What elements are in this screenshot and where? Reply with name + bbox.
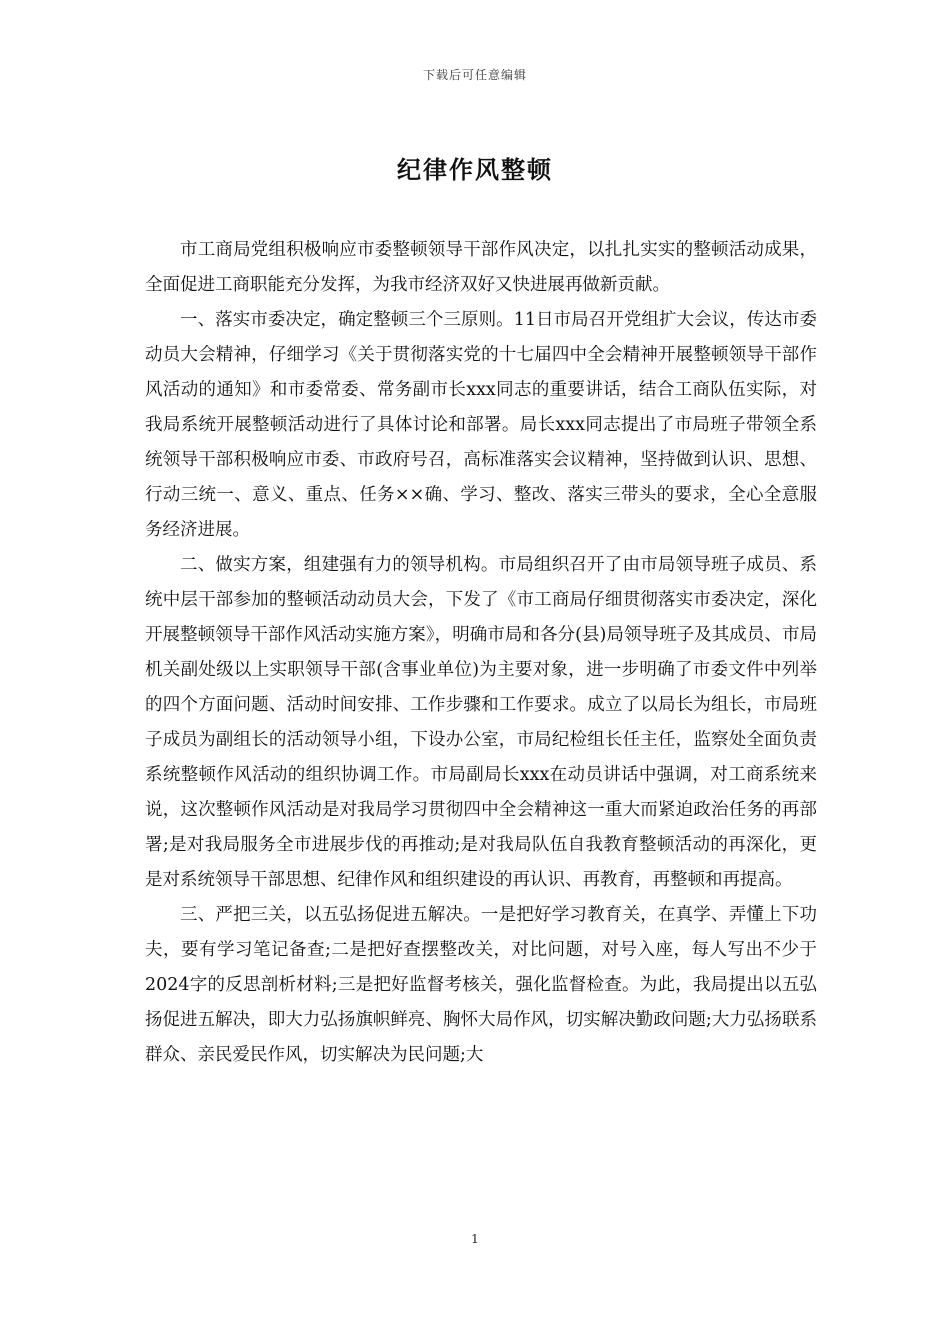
paragraph-section-3: 三、严把三关，以五弘扬促进五解决。一是把好学习教育关，在真学、弄懂上下功夫，要有学习笔记备查;二是把好查摆整改关，对比问题，对号入座，每人写出不少于2024字的反思剖析材料;三是把好监督考核关，强化监督检查。为此，我局提出以五弘扬促进五解决，即大力弘扬旗帜鲜亮、胸怀大局作风，切实解决勤政问题;大力弘扬联系群众、亲民爱民作风，切实解决为民问题;大: [145, 905, 817, 1065]
page-number: 1: [471, 1232, 479, 1246]
paragraph-section-2: 二、做实方案，组建强有力的领导机构。市局组织召开了由市局领导班子成员、系统中层干部参加的整顿活动动员大会，下发了《市工商局仔细贯彻落实市委决定，深化开展整顿领导干部作风活动实施方案》，明确市局和各分(县)局领导班子及其成员、市局机关副处级以上实职领导干部(含事业单位)为主要对象，进一步明确了市委文件中列举的四个方面问题、活动时间安排、工作步骤和工作要求。成立了以局长为组长，市局班子成员为副组长的活动领导小组，下设办公室，市局纪检组长任主任，监察处全面负责系统整顿作风活动的组织协调工作。市局副局长xxx在动员讲话中强调，对工商系统来说，这次整顿作风活动是对我局学习贯彻四中全会精神这一重大而紧迫政治任务的再部署;是对我局服务全市进展步伐的再推动;是对我局队伍自我教育整顿活动的再深化，更是对系统领导干部思想、纪律作风和组织建设的再认识、再教育，再整顿和再提高。: [145, 555, 817, 890]
paragraph-intro: 市工商局党组积极响应市委整顿领导干部作风决定，以扎扎实实的整顿活动成果，全面促进工商职能充分发挥，为我市经济双好又快进展再做新贡献。: [145, 240, 817, 295]
header-note: 下载后可任意编辑: [422, 68, 527, 82]
paragraph-section-1: 一、落实市委决定，确定整顿三个三原则。11日市局召开党组扩大会议，传达市委动员大会精神，仔细学习《关于贯彻落实党的十七届四中全会精神开展整顿领导干部作风活动的通知》和市委常委、常务副市长xxx同志的重要讲话，结合工商队伍实际，对我局系统开展整顿活动进行了具体讨论和部署。局长xxx同志提出了市局班子带领全系统领导干部积极响应市委、市政府号召，高标准落实会议精神，坚持做到认识、思想、行动三统一、意义、重点、任务××确、学习、整改、落实三带头的要求，全心全意服务经济进展。: [145, 310, 817, 540]
document-body: [145, 233, 817, 1073]
document-title: 纪律作风整顿: [397, 155, 553, 184]
